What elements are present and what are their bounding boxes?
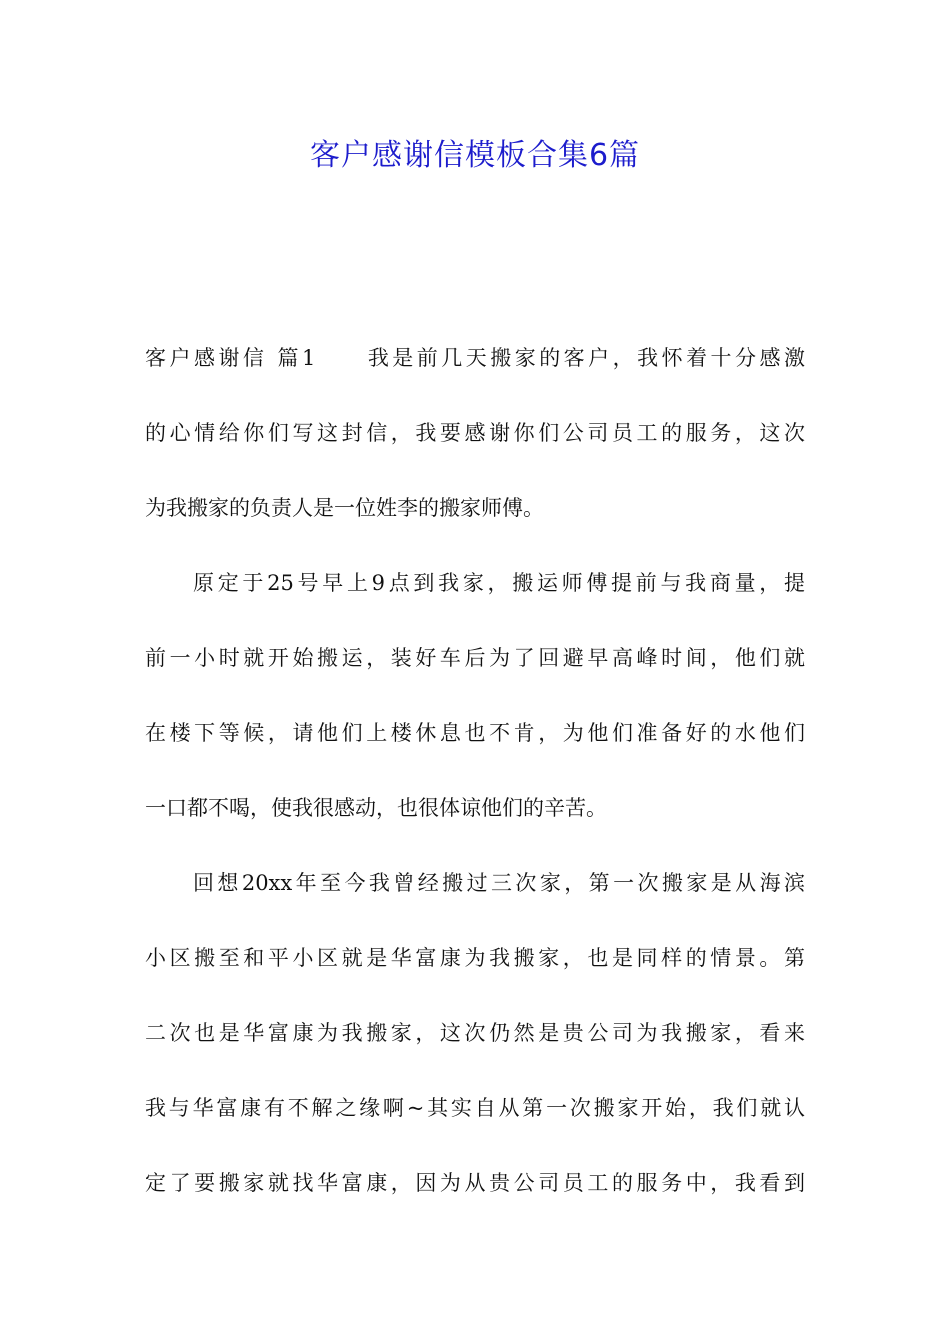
body-line: 一口都不喝，使我很感动，也很体谅他们的辛苦。 [145, 796, 607, 820]
body-line: 二次也是华富康为我搬家，这次仍然是贵公司为我搬家，看来 [145, 1021, 805, 1045]
body-line: 前一小时就开始搬运，装好车后为了回避早高峰时间，他们就 [145, 646, 805, 670]
body-line: 在楼下等候，请他们上楼休息也不肯，为他们准备好的水他们 [145, 721, 805, 745]
body-line: 原定于25号早上9点到我家，搬运师傅提前与我商量，提 [193, 571, 805, 595]
body-line: 我与华富康有不解之缘啊~其实自从第一次搬家开始，我们就认 [145, 1096, 805, 1120]
body-line: 定了要搬家就找华富康，因为从贵公司员工的服务中，我看到 [145, 1171, 805, 1195]
body-line: 回想20xx年至今我曾经搬过三次家，第一次搬家是从海滨 [193, 871, 805, 895]
body-line: 小区搬至和平小区就是华富康为我搬家，也是同样的情景。第 [145, 946, 805, 970]
body-line: 的心情给你们写这封信，我要感谢你们公司员工的服务，这次 [145, 421, 805, 445]
body-line: 客户感谢信 篇1 我是前几天搬家的客户，我怀着十分感激 [145, 346, 805, 370]
body-line: 为我搬家的负责人是一位姓李的搬家师傅。 [145, 496, 544, 520]
document-title: 客户感谢信模板合集6篇 [309, 138, 641, 173]
